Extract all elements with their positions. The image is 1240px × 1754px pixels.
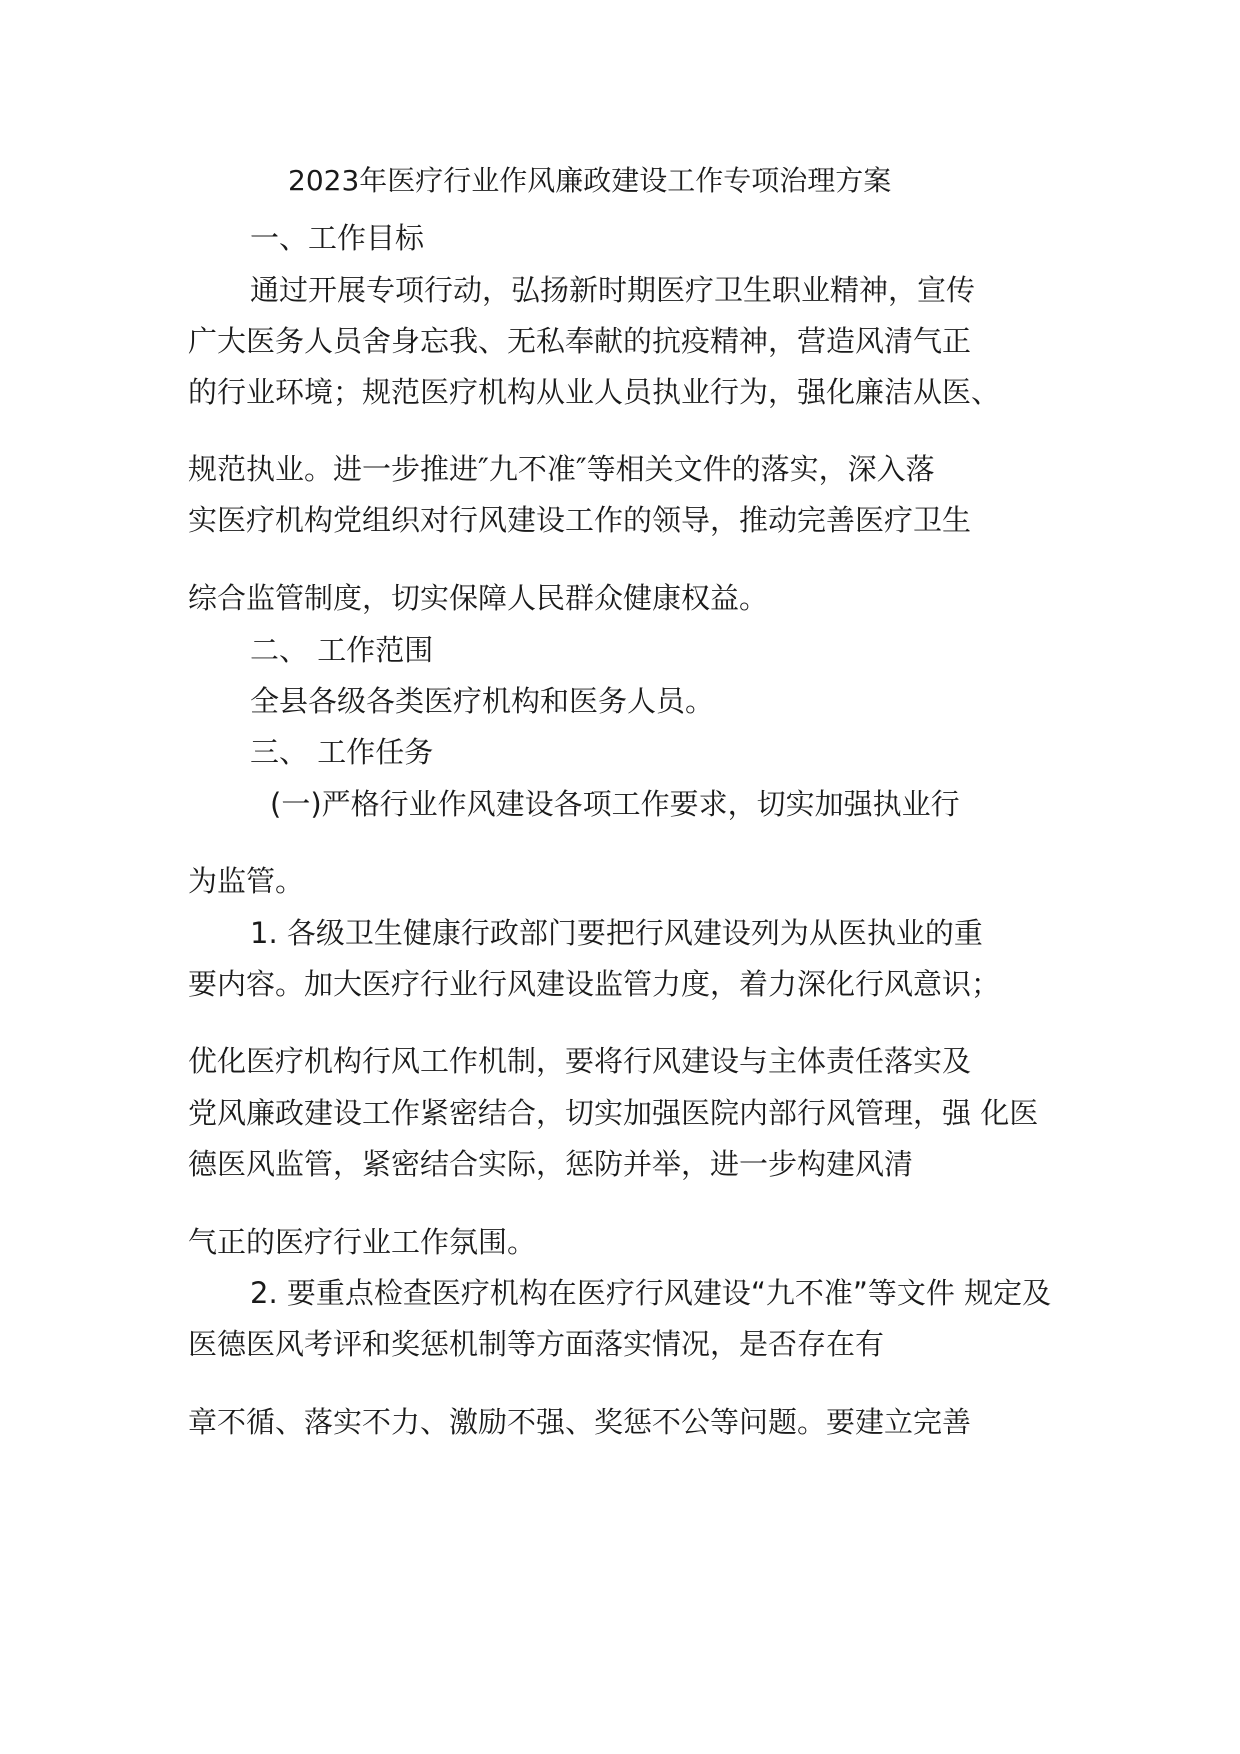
section-heading-tasks: 三、 工作任务 (250, 735, 434, 769)
item-line: 优化医疗机构行风工作机制，要将行风建设与主体责任落实及 (188, 1044, 972, 1078)
paragraph-line: 的行业环境；规范医疗机构从业人员执业行为，强化廉洁从医、 (188, 375, 1001, 409)
item-line: 气正的医疗行业工作氛围。 (188, 1225, 537, 1259)
paragraph-line: 广大医务人员舍身忘我、无私奉献的抗疫精神，营造风清气正 (188, 324, 972, 358)
subsection-line: (一)严格行业作风建设各项工作要求，切实加强执业行 (270, 787, 960, 821)
paragraph-line: 全县各级各类医疗机构和医务人员。 (250, 684, 715, 718)
item-line: 1. 各级卫生健康行政部门要把行风建设列为从医执业的重 (250, 916, 983, 950)
item-line: 医德医风考评和奖惩机制等方面落实情况，是否存在有 (188, 1327, 885, 1361)
item-line: 党风廉政建设工作紧密结合，切实加强医院内部行风管理，强 化医 (188, 1096, 1039, 1130)
paragraph-line: 实医疗机构党组织对行风建设工作的领导，推动完善医疗卫生 (188, 503, 972, 537)
paragraph-line: 规范执业。进一步推进″九不准″等相关文件的落实，深入落 (188, 452, 935, 486)
item-line: 德医风监管，紧密结合实际，惩防并举，进一步构建风清 (188, 1147, 914, 1181)
section-heading-goals: 一、工作目标 (250, 221, 425, 255)
item-line: 章不循、落实不力、激励不强、奖惩不公等问题。要建立完善 (188, 1405, 972, 1439)
section-heading-scope: 二、 工作范围 (250, 633, 434, 667)
paragraph-line: 通过开展专项行动，弘扬新时期医疗卫生职业精神，宣传 (250, 273, 976, 307)
document-title: 2023年医疗行业作风廉政建设工作专项治理方案 (288, 164, 892, 197)
subsection-line: 为监管。 (188, 864, 305, 898)
paragraph-line: 综合监管制度，切实保障人民群众健康权益。 (188, 581, 769, 615)
item-line: 要内容。加大医疗行业行风建设监管力度，着力深化行风意识； (188, 967, 1001, 1001)
item-line: 2. 要重点检查医疗机构在医疗行风建设“九不准”等文件 规定及 (250, 1276, 1052, 1310)
